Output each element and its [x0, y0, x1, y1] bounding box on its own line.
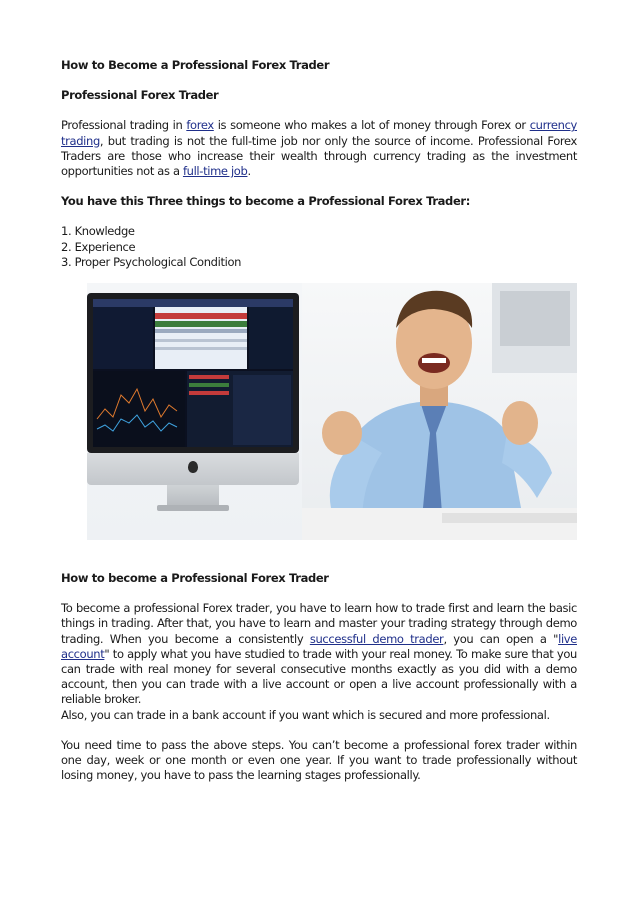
- list-item: 3. Proper Psychological Condition: [61, 254, 242, 269]
- list-item: 2. Experience: [61, 239, 136, 254]
- para1-text-2: , you can open a ": [443, 631, 559, 646]
- forex-link[interactable]: forex: [186, 118, 214, 133]
- intro-text-2: is someone who makes a lot of money through Forex or: [213, 118, 526, 133]
- three-things-heading: You have this Three things to become a Professional Forex Trader:: [61, 194, 470, 209]
- live-account-link[interactable]: live account: [61, 631, 577, 661]
- document-title: How to Become a Professional Forex Trader: [61, 58, 330, 72]
- body-paragraph-1: [61, 601, 577, 707]
- happy-trader-illustration: [302, 283, 577, 540]
- full-time-job-link[interactable]: full-time job: [182, 164, 248, 179]
- trading-platform-screen: [93, 299, 293, 447]
- monitor-stand-base: [157, 505, 229, 511]
- trading-chart-icon: [93, 299, 293, 447]
- currency-trading-link[interactable]: currency trading: [61, 118, 578, 148]
- section-heading-professional: Professional Forex Trader: [61, 88, 219, 103]
- document-page: [61, 58, 577, 270]
- intro-text-1: Professional trading in: [61, 118, 187, 133]
- section-heading-how-to: How to become a Professional Forex Trader: [61, 571, 329, 585]
- monitor-stand: [167, 485, 219, 507]
- trader-photo: [87, 283, 577, 540]
- intro-text-4: .: [247, 164, 251, 179]
- para1-text-3: " to apply what you have studied to trade with your real money. To make sure that you can trade with real money for several consecutive months exactly as you did with a demo account, then you can trade with a live account or open a live account professionally with a reliable broker.: [61, 646, 577, 707]
- apple-logo-icon: [188, 461, 198, 473]
- body-paragraph-3: You need time to pass the above steps. You can’t become a professional forex trader within one day, week or one month or even one year. If you want to trade professionally without losing money, you have to pass the learning stages professionally.: [61, 737, 577, 783]
- para1-text-1: To become a professional Forex trader, you have to learn how to trade first and learn the basic things in trading. After that, you have to learn and master your trading strategy through demo trading. When you become a consistently: [61, 601, 577, 646]
- section-2: [61, 571, 577, 783]
- successful-demo-trader-link[interactable]: successful demo trader: [309, 631, 444, 646]
- list-item: 1. Knowledge: [61, 224, 135, 239]
- body-paragraph-2: Also, you can trade in a bank account if you want which is secured and more professional.: [61, 707, 550, 722]
- intro-paragraph: [61, 118, 577, 179]
- trading-monitor: [87, 293, 299, 508]
- intro-text-3: , but trading is not the full-time job nor only the source of income. Professional Forex Traders are those who increase their wealth through currency trading as the investment opportunities not as a: [61, 133, 577, 179]
